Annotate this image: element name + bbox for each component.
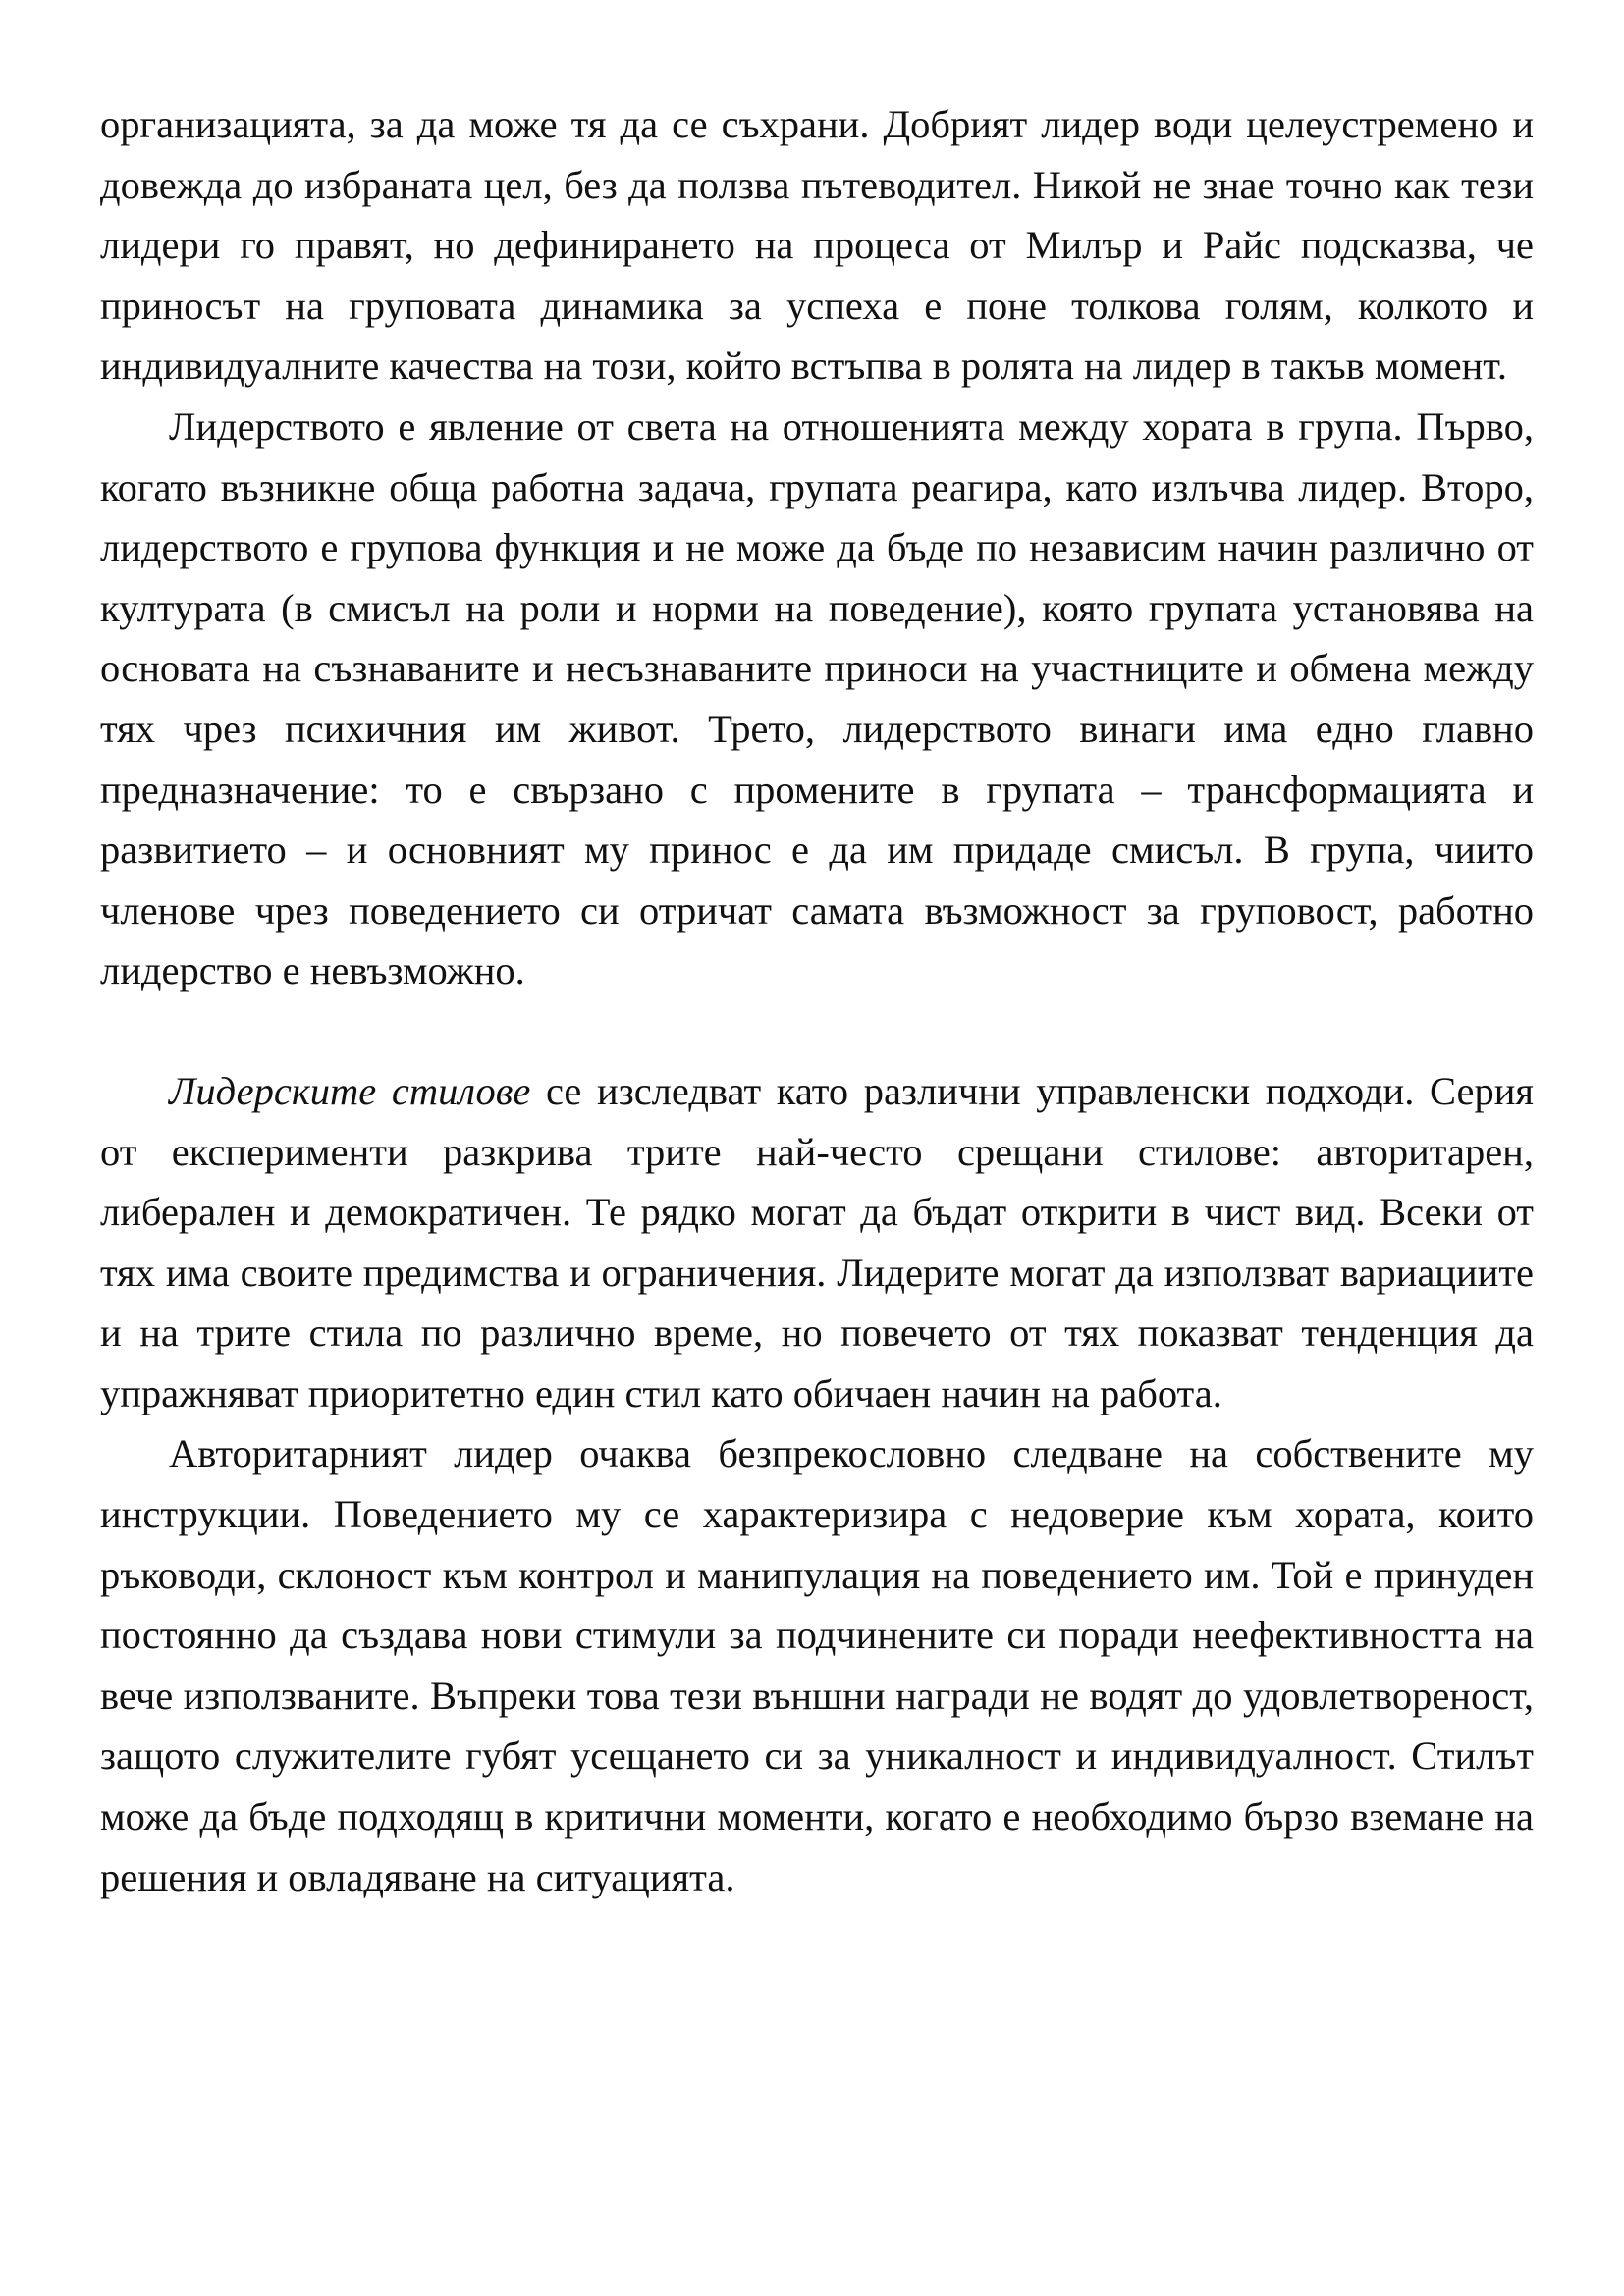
italic-term-leadership-styles: Лидерските стилове	[169, 1068, 531, 1113]
document-page	[100, 94, 1534, 1907]
paragraph-leadership-styles-body: се изследват като различни управленски подходи. Серия от експерименти разкрива трите най-често срещани стилове: авторитарен, либерален и демократичен. Те рядко могат да бъдат открити в чист вид. Всеки от тях има своите предимства и ограничения. Лидерите могат да използват вариациите и на трите стила по различно време, но повечето от тях показват тенденция да упражняват приоритетно един стил като обичаен начин на работа.	[100, 1068, 1534, 1415]
paragraph-leadership-relations: Лидерството е явление от света на отношенията между хората в група. Първо, когато възникне обща работна задача, групата реагира, като излъчва лидер. Второ, лидерството е групова функция и не може да бъде по независим начин различно от културата (в смисъл на роли и норми на поведение), която групата установява на основата на съзнаваните и несъзнаваните приноси на участниците и обмена между тях чрез психичния им живот. Трето, лидерството винаги има едно главно предназначение: то е свързано с промените в групата – трансформацията и развитието – и основният му принос е да им придаде смисъл. В група, чиито членове чрез поведението си отричат самата възможност за груповост, работно лидерство е невъзможно.	[100, 403, 1534, 993]
paragraph-continuation: организацията, за да може тя да се съхрани. Добрият лидер води целеустремено и довежда до избраната цел, без да ползва пътеводител. Никой не знае точно как тези лидери го правят, но дефинирането на процеса от Милър и Райс подсказва, че приносът на груповата динамика за успеха е поне толкова голям, колкото и индивидуалните качества на този, който встъпва в ролята на лидер в такъв момент.	[100, 102, 1534, 389]
paragraph-authoritarian-leader: Авторитарният лидер очаква безпрекословно следване на собствените му инструкции. Поведението му се характеризира с недоверие към хората, които ръководи, склоност към контрол и манипулация на поведението им. Той е принуден постоянно да създава нови стимули за подчинените си поради неефективността на вече използваните. Въпреки това тези външни награди не водят до удовлетвореност, защото служителите губят усещането си за уникалност и индивидуалност. Стилът може да бъде подходящ в критични моменти, когато е необходимо бързо вземане на решения и овладяване на ситуацията.	[100, 1431, 1534, 1899]
paragraph-leadership-styles	[100, 1061, 1534, 1424]
